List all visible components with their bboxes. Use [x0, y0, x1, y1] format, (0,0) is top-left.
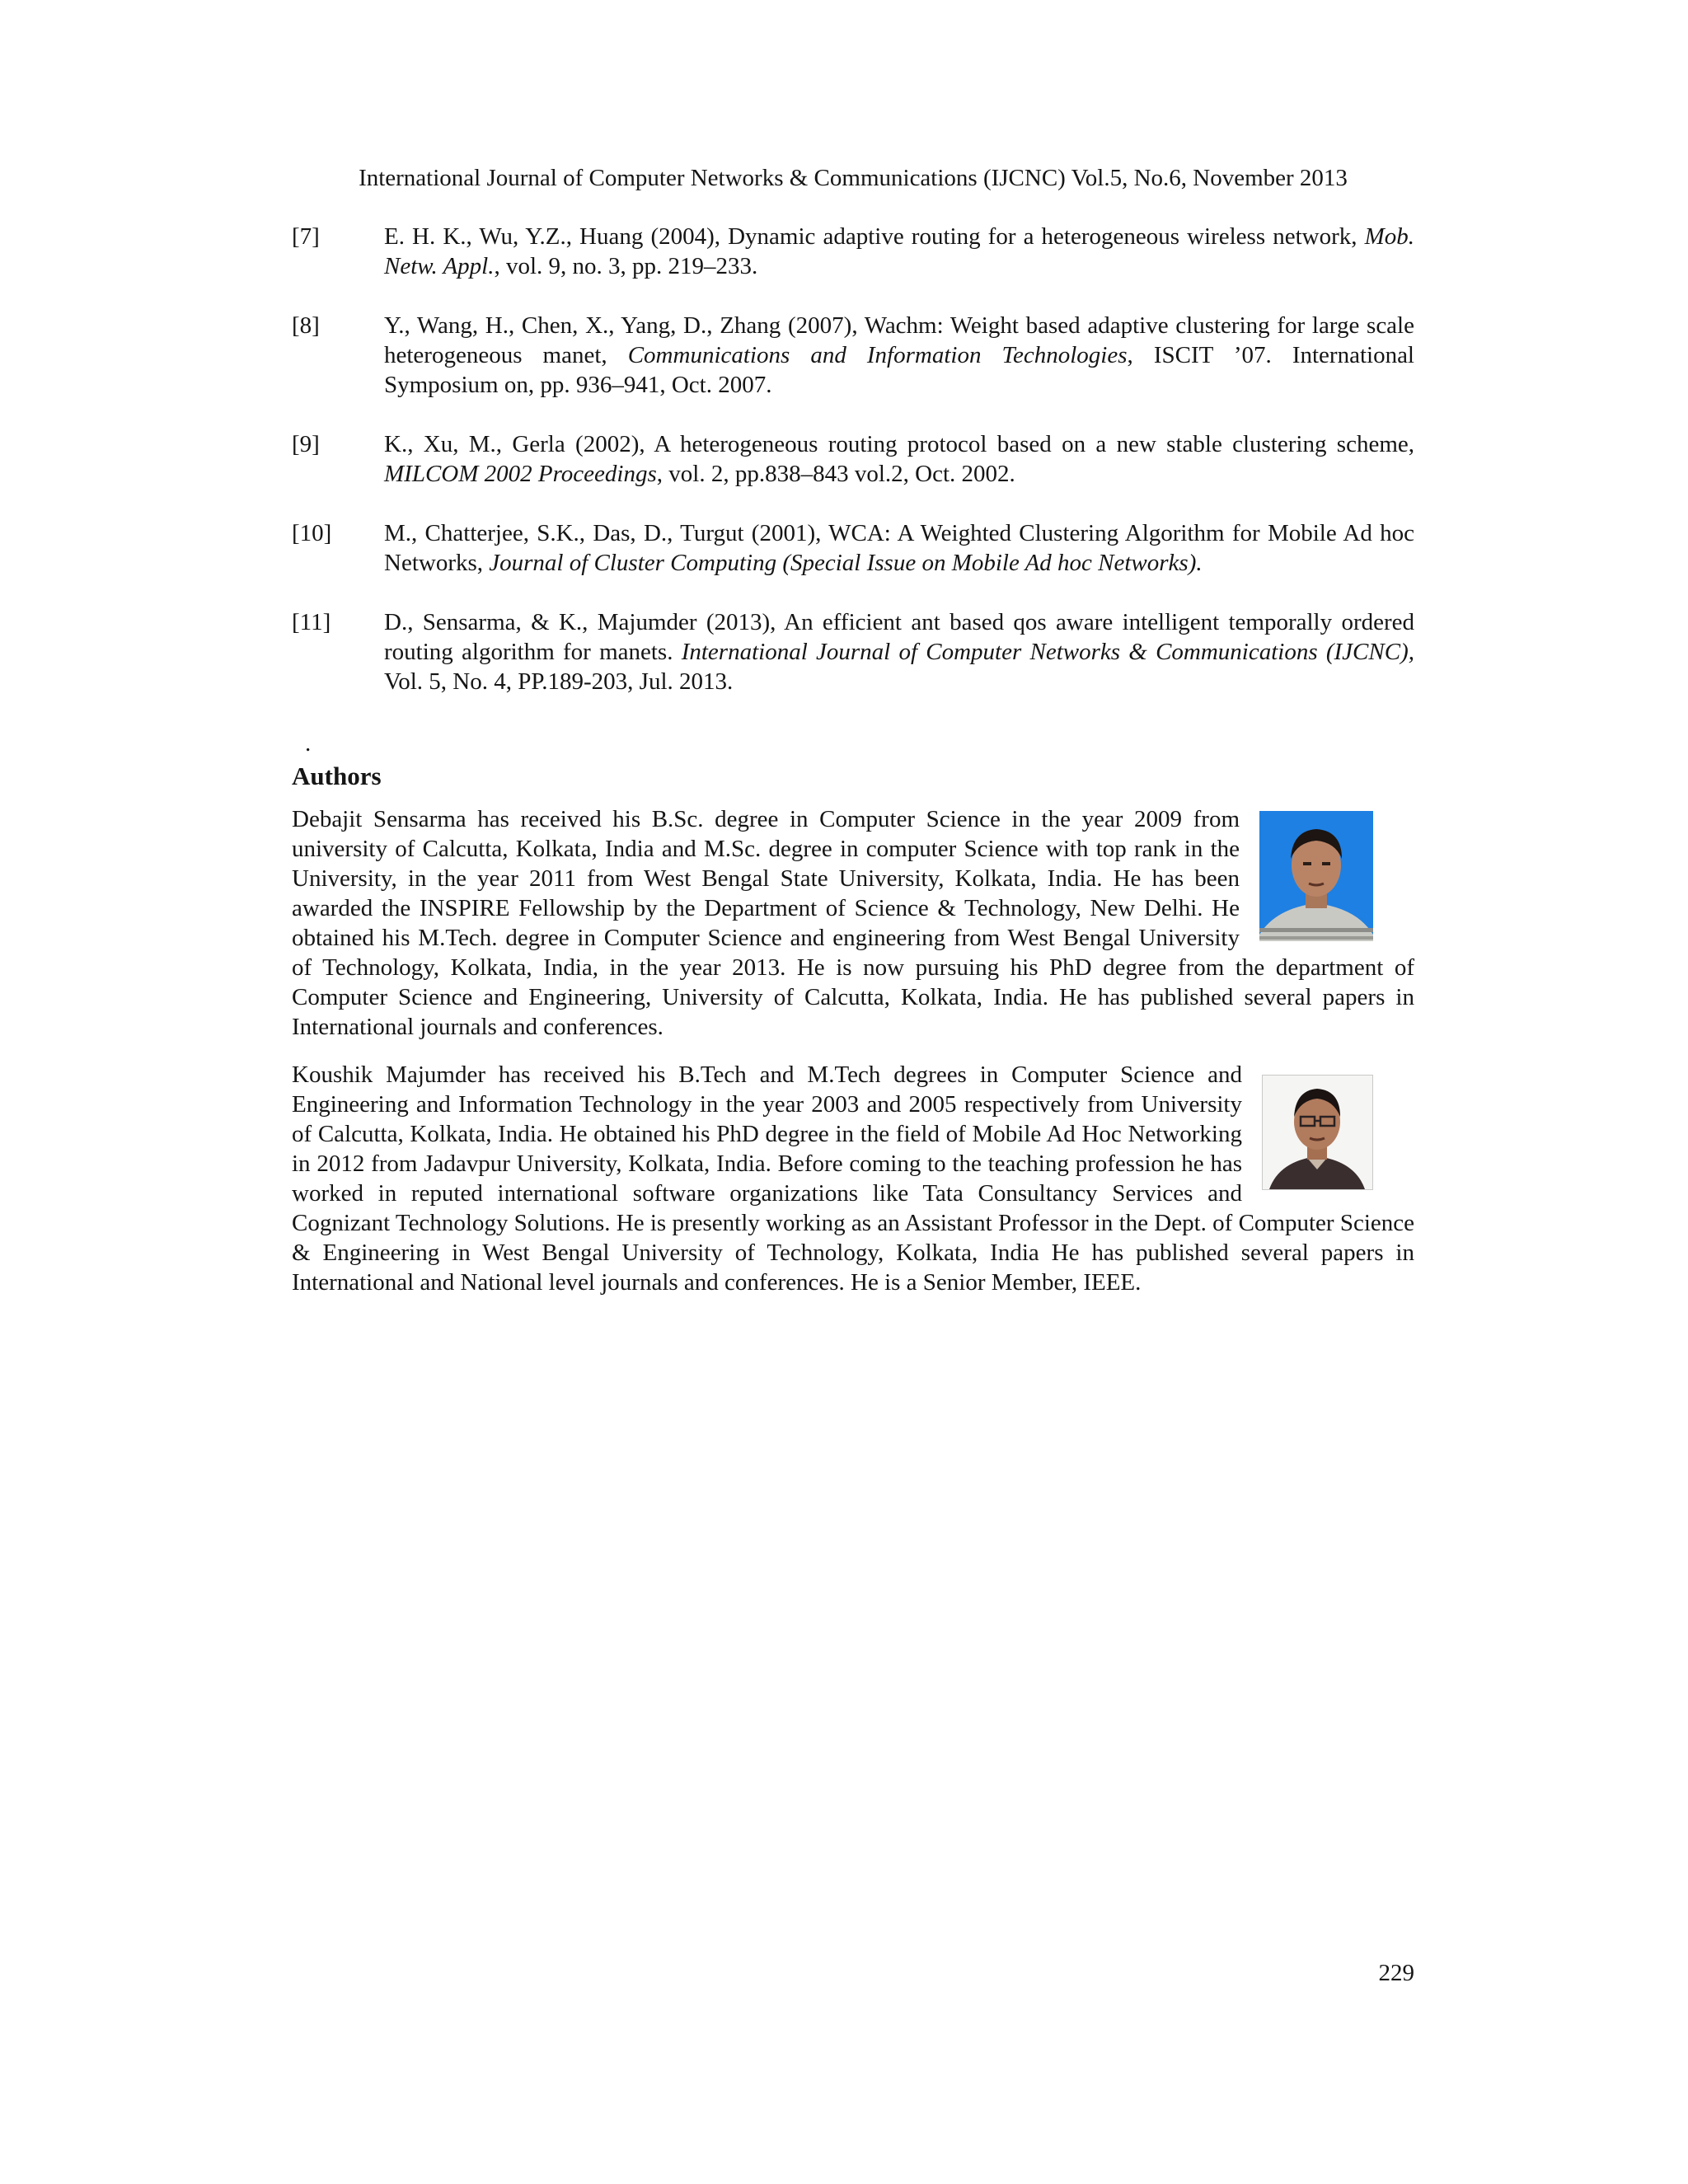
reference-number: [11] [292, 609, 331, 635]
author-photo-sensarma [1259, 811, 1373, 941]
reference-venue: Communications and Information Technologies [627, 342, 1128, 368]
reference-number: [7] [292, 223, 320, 250]
reference-venue: International Journal of Computer Networks & Communications (IJCNC), [681, 639, 1414, 665]
reference-item [292, 222, 1414, 281]
reference-item [292, 311, 1414, 400]
reference-venue: Mob. Netw. Appl. [384, 223, 1414, 279]
reference-text-tail: Vol. 5, No. 4, PP.189-203, Jul. 2013. [384, 668, 734, 695]
reference-text-tail: , ISCIT ’07. International Symposium on, pp. 936–941, Oct. 2007. [384, 342, 1414, 398]
reference-text-plain: D., Sensarma, & K., Majumder (2013), An efficient ant based qos aware intelligent temporally ordered routing algorithm for manets. [384, 609, 1414, 665]
reference-number: [9] [292, 431, 320, 457]
reference-text [384, 311, 1414, 400]
author-bio-majumder [292, 1060, 1414, 1297]
stray-dot: . [305, 730, 312, 757]
reference-text-plain: E. H. K., Wu, Y.Z., Huang (2004), Dynamic adaptive routing for a heterogeneous wireless network, [384, 223, 1365, 250]
portrait-image [1259, 811, 1373, 941]
authors-heading: Authors [292, 762, 382, 790]
reference-text-tail: , vol. 9, no. 3, pp. 219–233. [494, 253, 758, 279]
portrait-image [1263, 1076, 1372, 1189]
author-bio-sensarma [292, 804, 1414, 1042]
references-list [292, 222, 1414, 726]
reference-text-tail: , vol. 2, pp.838–843 vol.2, Oct. 2002. [656, 461, 1015, 487]
reference-number: [10] [292, 520, 332, 546]
reference-text-plain: M., Chatterjee, S.K., Das, D., Turgut (2001), WCA: A Weighted Clustering Algorithm for Mobile Ad hoc Networks, [384, 520, 1414, 576]
page-number: 229 [1378, 1960, 1414, 1986]
reference-text-plain: Y., Wang, H., Chen, X., Yang, D., Zhang (2007), Wachm: Weight based adaptive clustering for large scale heterogeneous manet, [384, 312, 1414, 368]
running-header: International Journal of Computer Networks & Communications (IJCNC) Vol.5, No.6, November 2013 [359, 165, 1348, 191]
reference-venue: MILCOM 2002 Proceedings [384, 461, 657, 487]
reference-text [384, 518, 1414, 578]
author-photo-majumder [1262, 1075, 1373, 1190]
reference-text [384, 607, 1414, 696]
reference-text [384, 222, 1414, 281]
reference-venue: Journal of Cluster Computing (Special Issue on Mobile Ad hoc Networks). [489, 550, 1203, 576]
reference-item [292, 518, 1414, 578]
bio-text: Debajit Sensarma has received his B.Sc. degree in Computer Science in the year 2009 from university of Calcutta, Kolkata, India and M.Sc. degree in computer Science with top rank in the University, in the year 2011 from West Bengal State University, Kolkata, India. He has been awarded the INSPIRE Fellowship by the Department of Science & Technology, New Delhi. He obtained his M.Tech. degree in Computer Science and engineering from West Bengal University of Technology, Kolkata, India, in the year 2013. He is now pursuing his PhD degree from the department of Computer Science and Engineering, University of Calcutta, Kolkata, India. He has published several papers in International journals and conferences. [292, 806, 1414, 1040]
reference-text [384, 429, 1414, 489]
reference-number: [8] [292, 312, 320, 339]
reference-text-plain: K., Xu, M., Gerla (2002), A heterogeneous routing protocol based on a new stable clustering scheme, [384, 431, 1414, 457]
reference-item [292, 607, 1414, 696]
reference-item [292, 429, 1414, 489]
bio-text: Koushik Majumder has received his B.Tech and M.Tech degrees in Computer Science and Engineering and Information Technology in the year 2003 and 2005 respectively from University of Calcutta, Kolkata, India. He obtained his PhD degree in the field of Mobile Ad Hoc Networking in 2012 from Jadavpur University, Kolkata, India. Before coming to the teaching profession he has worked in reputed international software organizations like Tata Consultancy Services and Cognizant Technology Solutions. He is presently working as an Assistant Professor in the Dept. of Computer Science & Engineering in West Bengal University of Technology, Kolkata, India He has published several papers in International and National level journals and conferences. He is a Senior Member, IEEE. [292, 1062, 1414, 1296]
